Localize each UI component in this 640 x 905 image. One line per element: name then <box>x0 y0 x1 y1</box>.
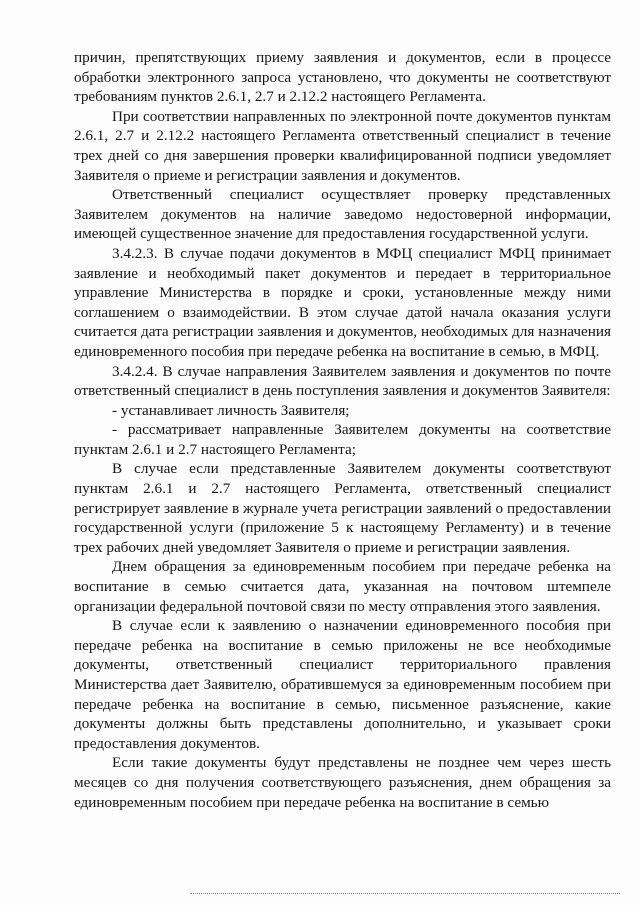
document-body <box>74 48 611 812</box>
list-item: - устанавливает личность Заявителя; <box>112 401 350 419</box>
list-item: - рассматривает направленные Заявителем документы на соответствие пунктам 2.6.1 и 2.7 настоящего Регламента; <box>74 421 611 458</box>
paragraph: В случае если представленные Заявителем документы соответствуют пунктам 2.6.1 и 2.7 настоящего Регламента, ответственный специалист регистрирует заявление в журнале учета регистрации заявлений о предоставлении государственной услуги (приложение 5 к настоящему Регламенту) и в течение трех рабочих дней уведомляет Заявителя о приеме и регистрации заявления. <box>74 460 611 556</box>
scan-footer-line <box>190 893 620 894</box>
paragraph: Днем обращения за единовременным пособием при передаче ребенка на воспитание в семью считается дата, указанная на почтовом штемпеле организации федеральной почтовой связи по месту отправления этого заявления. <box>74 558 611 615</box>
paragraph: В случае если к заявлению о назначении единовременного пособия при передаче ребенка на воспитание в семью приложены не все необходимые документы, ответственный специалист территориального правления Министерства дает Заявителю, обратившемуся за единовременным пособием при передаче ребенка на воспитание в семью, письменное разъяснение, какие документы должны быть представлены дополнительно, и указывает сроки предоставления документов. <box>74 617 611 752</box>
paragraph: причин, препятствующих приему заявления и документов, если в процессе обработки электронного запроса установлено, что документы не соответствуют требованиям пунктов 2.6.1, 2.7 и 2.12.2 настоящего Регламента. <box>74 49 611 106</box>
paragraph: 3.4.2.4. В случае направления Заявителем заявления и документов по почте ответственный специалист в день поступления заявления и документов Заявителя: <box>74 362 611 400</box>
paragraph: При соответствии направленных по электронной почте документов пунктам 2.6.1, 2.7 и 2.12.2 настоящего Регламента ответственный специалист в течение трех дней со дня завершения проверки квалифицированной подписи уведомляет Заявителя о приеме и регистрации заявления и документов. <box>74 107 611 184</box>
paragraph: Ответственный специалист осуществляет проверку представленных Заявителем документов на наличие заведомо недостоверной информации, имеющей существенное значение для предоставления государственной услуги. <box>74 186 611 243</box>
paragraph: Если такие документы будут представлены не позднее чем через шесть месяцев со дня получения соответствующего разъяснения, днем обращения за единовременным пособием при передаче ребенка на воспитание в семью <box>74 754 611 811</box>
paragraph: 3.4.2.3. В случае подачи документов в МФЦ специалист МФЦ принимает заявление и необходимый пакет документов и передает в территориальное управление Министерства в порядке и сроки, установленные между ними соглашением о взаимодействии. В этом случае датой начала оказания услуги считается дата регистрации заявления и документов, необходимых для назначения единовременного пособия при передаче ребенка на воспитание в семью, в МФЦ. <box>74 244 611 360</box>
